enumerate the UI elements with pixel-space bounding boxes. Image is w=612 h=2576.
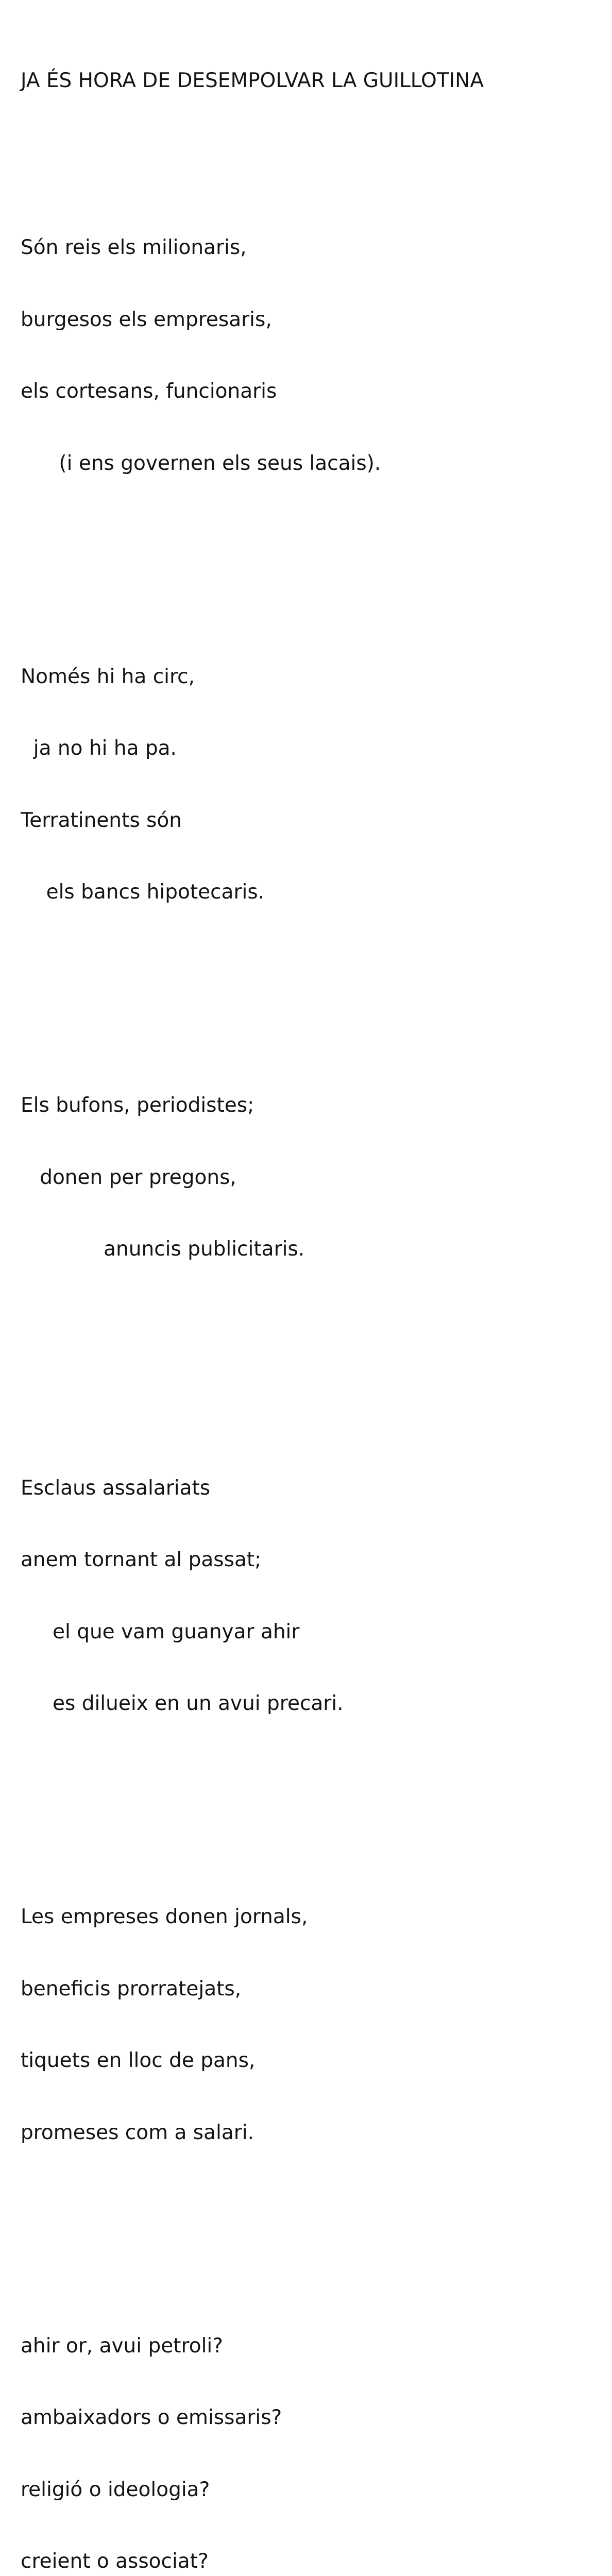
poem-line: ahir or, avui petroli? — [21, 2333, 598, 2359]
poem-line: anuncis publicitaris. — [21, 1236, 598, 1262]
poem-line: els bancs hipotecaris. — [21, 879, 598, 905]
poem-title: JA ÉS HORA DE DESEMPOLVAR LA GUILLOTINA — [21, 68, 598, 94]
stanza-3 — [21, 1046, 598, 1309]
stanza-2 — [21, 618, 598, 952]
poem-line: creient o associat? — [21, 2549, 598, 2574]
poem-line: beneficis prorratejats, — [21, 1976, 598, 2002]
poem-line: el que vam guanyar ahir — [21, 1619, 598, 1645]
stanza-4 — [21, 1429, 598, 1763]
poem-line: (i ens governen els seus lacais). — [21, 451, 598, 477]
poem-line: ja no hi ha pa. — [21, 736, 598, 761]
poem-line: religió o ideologia? — [21, 2477, 598, 2503]
poem-line: burgesos els empresaris, — [21, 307, 598, 333]
poem-line: Les empreses donen jornals, — [21, 1904, 598, 1930]
poem-line: tiquets en lloc de pans, — [21, 2048, 598, 2074]
poem-line: els cortesans, funcionaris — [21, 379, 598, 404]
poem-document — [21, 22, 598, 2576]
poem-line: promeses com a salari. — [21, 2120, 598, 2146]
poem-line: anem tornant al passat; — [21, 1547, 598, 1573]
poem-line: Els bufons, periodistes; — [21, 1093, 598, 1118]
stanza-5 — [21, 1858, 598, 2192]
poem-line: ambaixadors o emissaris? — [21, 2405, 598, 2431]
poem-line: donen per pregons, — [21, 1165, 598, 1191]
stanza-1 — [21, 189, 598, 522]
poem-line: es dilueix en un avui precari. — [21, 1691, 598, 1717]
poem-line: Són reis els milionaris, — [21, 235, 598, 261]
stanza-6 — [21, 2287, 598, 2576]
poem-line: Només hi ha circ, — [21, 664, 598, 690]
poem-line: Esclaus assalariats — [21, 1476, 598, 1501]
poem-line: Terratinents són — [21, 808, 598, 834]
